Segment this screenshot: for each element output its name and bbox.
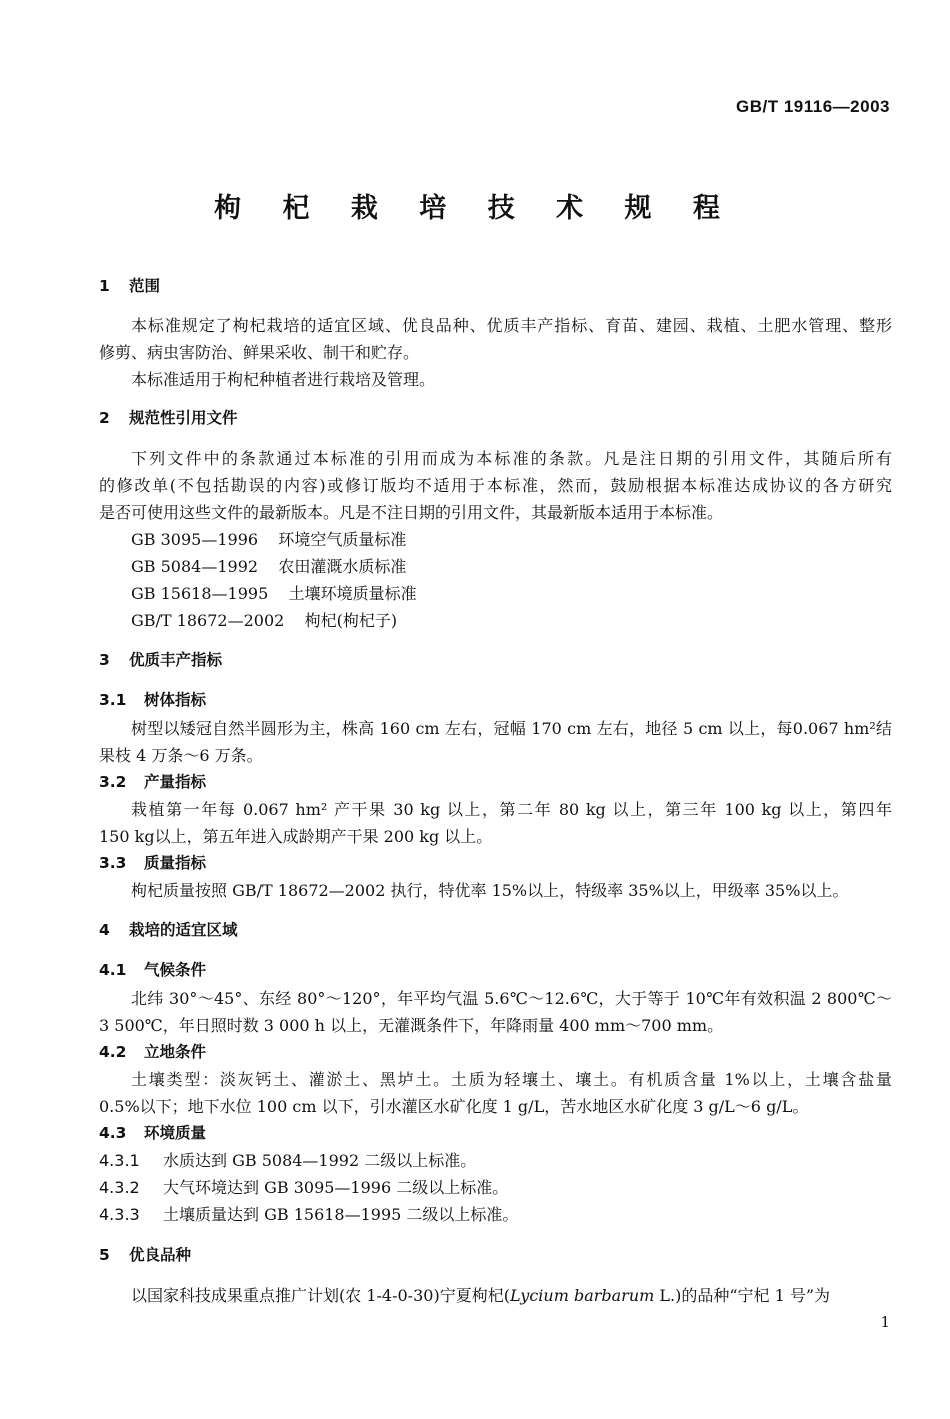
- section-number: 5: [99, 1246, 110, 1264]
- standard-number: GB/T 19116—2003: [736, 97, 890, 116]
- section-3-heading: [99, 648, 222, 670]
- clause-4-3-2: [99, 1175, 508, 1198]
- subsection-3-2-heading: [99, 770, 206, 792]
- subsection-number: 3.3: [99, 854, 127, 872]
- subsection-number: 4.2: [99, 1043, 127, 1061]
- paragraph-line: 土壤类型：淡灰钙土、灌淤土、黑垆土。土质为轻壤土、壤土。有机质含量 1%以上，土壤含盐量: [131, 1070, 892, 1089]
- clause-text: 水质达到 GB 5084—1992 二级以上标准。: [163, 1151, 477, 1170]
- subsection-title: 产量指标: [144, 773, 207, 791]
- text-run: L.)的品种“宁杞 1 号”为: [654, 1286, 831, 1305]
- paragraph-line: 下列文件中的条款通过本标准的引用而成为本标准的条款。凡是注日期的引用文件，其随后所有: [131, 449, 892, 468]
- reference-name: 土壤环境质量标准: [288, 584, 417, 603]
- subsection-number: 3.2: [99, 773, 127, 791]
- paragraph-line: 本标准适用于枸杞种植者进行栽培及管理。: [131, 370, 436, 389]
- paragraph-line: 北纬 30°～45°、东经 80°～120°，年平均气温 5.6℃～12.6℃，大于等于 10℃年有效积温 2 800℃～: [131, 989, 892, 1008]
- subsection-title: 气候条件: [144, 961, 207, 979]
- section-title: 栽培的适宜区域: [129, 921, 238, 939]
- section-5-heading: [99, 1243, 191, 1265]
- section-number: 1: [99, 277, 110, 295]
- clause-4-3-3: [99, 1202, 518, 1225]
- subsection-title: 立地条件: [144, 1043, 207, 1061]
- subsection-title: 环境质量: [144, 1124, 207, 1142]
- paragraph-line: 3 500℃，年日照时数 3 000 h 以上，无灌溉条件下，年降雨量 400 mm～700 mm。: [99, 1016, 724, 1035]
- subsection-4-3-heading: [99, 1121, 206, 1143]
- section-number: 4: [99, 921, 110, 939]
- reference-item: [131, 527, 406, 550]
- reference-item: [131, 554, 406, 577]
- section-title: 优良品种: [129, 1246, 192, 1264]
- text-run: 以国家科技成果重点推广计划(农 1-4-0-30)宁夏枸杞(: [131, 1286, 510, 1305]
- paragraph-line: 150 kg以上，第五年进入成龄期产干果 200 kg 以上。: [99, 827, 493, 846]
- section-4-heading: [99, 918, 238, 940]
- subsection-number: 4.1: [99, 961, 127, 979]
- reference-code: GB 5084—1992: [131, 557, 259, 576]
- paragraph-line: 是否可使用这些文件的最新版本。凡是不注日期的引用文件，其最新版本适用于本标准。: [99, 503, 724, 522]
- latin-species-name: Lycium barbarum: [509, 1286, 655, 1305]
- subsection-title: 树体指标: [144, 691, 207, 709]
- reference-code: GB 15618—1995: [131, 584, 269, 603]
- paragraph-line: 的修改单(不包括勘误的内容)或修订版均不适用于本标准，然而，鼓励根据本标准达成协议的各方研究: [99, 476, 892, 495]
- paragraph-line: 0.5%以下；地下水位 100 cm 以下，引水灌区水矿化度 1 g/L，苦水地区水矿化度 3 g/L～6 g/L。: [99, 1097, 809, 1116]
- section-number: 3: [99, 651, 110, 669]
- clause-number: 4.3.2: [99, 1178, 140, 1197]
- clause-number: 4.3.1: [99, 1151, 140, 1170]
- clause-number: 4.3.3: [99, 1205, 140, 1224]
- section-title: 优质丰产指标: [129, 651, 223, 669]
- paragraph-line: 本标准规定了枸杞栽培的适宜区域、优良品种、优质丰产指标、育苗、建园、栽植、土肥水管理、整形: [131, 316, 892, 335]
- paragraph-line: 枸杞质量按照 GB/T 18672—2002 执行，特优率 15%以上，特级率 35%以上，甲级率 35%以上。: [131, 881, 849, 900]
- subsection-3-3-heading: [99, 851, 206, 873]
- reference-code: GB/T 18672—2002: [131, 611, 285, 630]
- clause-text: 大气环境达到 GB 3095—1996 二级以上标准。: [163, 1178, 509, 1197]
- section-title: 规范性引用文件: [129, 409, 238, 427]
- document-title: 枸 杞 栽 培 技 术 规 程: [214, 193, 736, 224]
- paragraph-line: 栽植第一年每 0.067 hm² 产干果 30 kg 以上，第二年 80 kg 以上，第三年 100 kg 以上，第四年: [131, 800, 892, 819]
- subsection-4-1-heading: [99, 958, 206, 980]
- reference-name: 农田灌溉水质标准: [278, 557, 407, 576]
- reference-code: GB 3095—1996: [131, 530, 259, 549]
- reference-item: [131, 581, 417, 604]
- paragraph-line: 树型以矮冠自然半圆形为主，株高 160 cm 左右，冠幅 170 cm 左右，地径 5 cm 以上，每0.067 hm²结: [131, 719, 892, 738]
- subsection-4-2-heading: [99, 1040, 206, 1062]
- page-number: 1: [880, 1313, 890, 1331]
- reference-name: 环境空气质量标准: [278, 530, 407, 549]
- subsection-number: 4.3: [99, 1124, 127, 1142]
- clause-4-3-1: [99, 1148, 476, 1171]
- reference-item: [131, 608, 397, 631]
- clause-text: 土壤质量达到 GB 15618—1995 二级以上标准。: [163, 1205, 519, 1224]
- subsection-title: 质量指标: [144, 854, 207, 872]
- paragraph-line: [131, 1283, 830, 1306]
- subsection-number: 3.1: [99, 691, 127, 709]
- paragraph-line: 果枝 4 万条～6 万条。: [99, 746, 263, 765]
- section-1-heading: [99, 274, 160, 296]
- subsection-3-1-heading: [99, 688, 206, 710]
- section-2-heading: [99, 406, 238, 428]
- section-number: 2: [99, 409, 110, 427]
- paragraph-line: 修剪、病虫害防治、鲜果采收、制干和贮存。: [99, 343, 420, 362]
- section-title: 范围: [129, 277, 161, 295]
- reference-name: 枸杞(枸杞子): [304, 611, 398, 630]
